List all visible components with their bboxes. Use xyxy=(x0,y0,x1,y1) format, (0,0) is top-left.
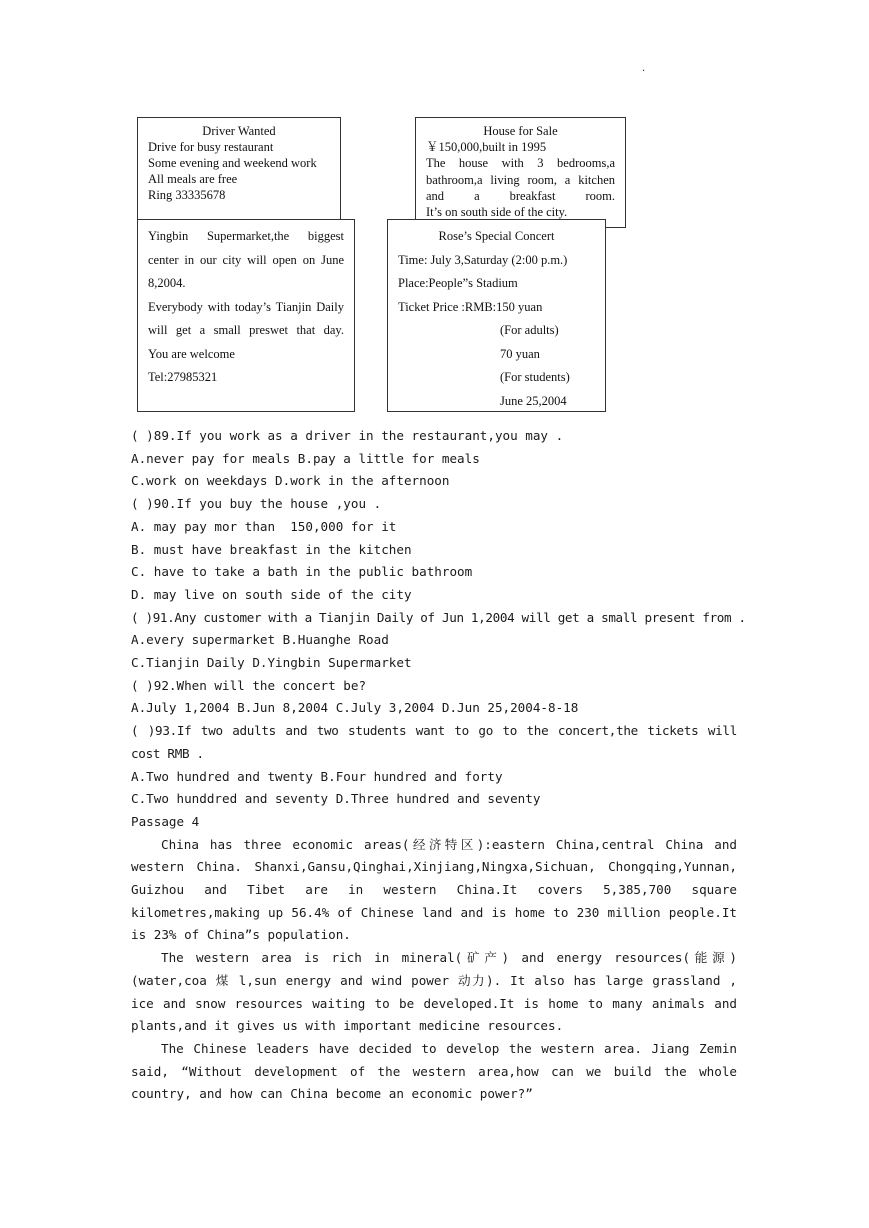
question-91-options: C.Tianjin Daily D.Yingbin Supermarket xyxy=(131,655,412,671)
question-93-options: C.Two hunddred and seventy D.Three hundred and seventy xyxy=(131,791,541,807)
supermarket-ad-offer: Everybody with today’s Tianjin Daily will get a small preswet that day. xyxy=(148,299,344,337)
concert-ad-price: Ticket Price :RMB:150 yuan xyxy=(398,299,543,314)
concert-ad-time: Time: July 3,Saturday (2:00 p.m.) xyxy=(398,252,568,267)
supermarket-ad-opening: Yingbin Supermarket,the biggest center in our city will open on June 8,2004. xyxy=(148,229,344,290)
house-ad-description: The house with 3 bedrooms,a bathroom,a living room, a kitchen and a breakfast room. xyxy=(426,156,615,203)
supermarket-ad-welcome: You are welcome xyxy=(148,346,235,361)
house-ad-title: House for Sale xyxy=(483,124,558,138)
question-89-options: C.work on weekdays D.work in the afternoon xyxy=(131,473,450,489)
concert-ad-price-note: (For students) xyxy=(500,370,570,384)
supermarket-ad-phone: Tel:27985321 xyxy=(148,370,218,384)
driver-ad-line: Drive for busy restaurant xyxy=(148,140,274,154)
corner-mark: · xyxy=(642,66,646,77)
driver-ad-line: Ring 33335678 xyxy=(148,188,226,202)
question-92: ( )92.When will the concert be? xyxy=(131,677,367,693)
question-90-option-b: B. must have breakfast in the kitchen xyxy=(131,541,412,557)
passage-paragraph: The western area is rich in mineral(矿产) and energy resources(能源) (water,coa 煤 l,sun energy and wind power 动力). It also has large grassland , ice and snow resources waiting to be developed.It is home to many animals and plants,and it gives us with important medicine resources. xyxy=(131,950,737,1034)
driver-ad-line: All meals are free xyxy=(148,172,238,186)
concert-ad-date: June 25,2004 xyxy=(500,393,567,408)
house-ad-location: It’s on south side of the city. xyxy=(426,205,568,220)
driver-ad-line: Some evening and weekend work xyxy=(148,156,317,170)
concert-ad-place: Place:People”s Stadium xyxy=(398,276,518,290)
document-body xyxy=(131,425,746,1106)
passage-heading: Passage 4 xyxy=(131,813,200,829)
passage-paragraph: The Chinese leaders have decided to develop the western area. Jiang Zemin said, “Without development of the western area,how can we build the whole country, and how can China become an economic power?” xyxy=(131,1040,737,1102)
question-90-option-c: C. have to take a bath in the public bathroom xyxy=(131,564,473,580)
passage-paragraph: China has three economic areas(经济特区):eastern China,central China and western China. Shanxi,Gansu,Qinghai,Xinjiang,Ningxa,Sichuan, Chongqing,Yunnan, Guizhou and Tibet are in western China.It covers 5,385,700 square kilometres,making up 56.4% of Chinese land and is home to 230 million people.It is 23% of China”s population. xyxy=(131,836,737,943)
concert-ad xyxy=(387,219,606,412)
question-90: ( )90.If you buy the house ,you . xyxy=(131,496,382,512)
house-for-sale-ad xyxy=(415,117,626,228)
concert-ad-price: 70 yuan xyxy=(500,346,540,361)
concert-ad-price-note: (For adults) xyxy=(500,323,559,337)
question-89-options: A.never pay for meals B.pay a little for meals xyxy=(131,450,480,466)
question-90-option-a: A. may pay mor than 150,000 for it xyxy=(131,518,397,534)
driver-wanted-ad xyxy=(137,117,341,221)
question-93: ( )93.If two adults and two students want to go to the concert,the tickets will cost RMB . xyxy=(131,723,737,761)
question-91: ( )91.Any customer with a Tianjin Daily of Jun 1,2004 will get a small present from . xyxy=(131,609,746,625)
question-91-options: A.every supermarket B.Huanghe Road xyxy=(131,632,389,648)
concert-ad-title: Rose’s Special Concert xyxy=(438,229,555,243)
driver-ad-title: Driver Wanted xyxy=(202,124,276,138)
house-ad-price: ￥150,000,built in 1995 xyxy=(426,140,547,155)
supermarket-ad xyxy=(137,219,355,412)
question-90-option-d: D. may live on south side of the city xyxy=(131,586,412,602)
question-92-options: A.July 1,2004 B.Jun 8,2004 C.July 3,2004 D.Jun 25,2004-8-18 xyxy=(131,700,579,716)
question-89: ( )89.If you work as a driver in the restaurant,you may . xyxy=(131,428,564,443)
question-93-options: A.Two hundred and twenty B.Four hundred and forty xyxy=(131,768,503,784)
